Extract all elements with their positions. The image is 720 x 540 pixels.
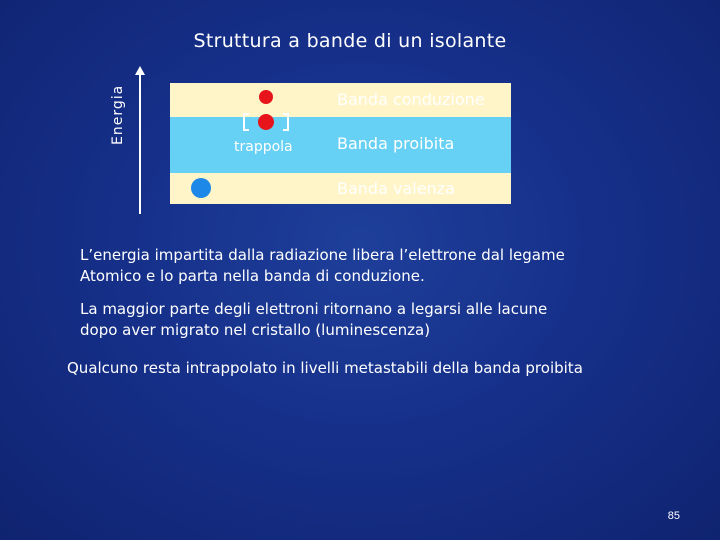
forbidden-band-label: Banda proibita — [337, 134, 455, 153]
paragraph-trapping: Qualcuno resta intrappolato in livelli metastabili della banda proibita — [67, 359, 583, 377]
trap-label: trappola — [234, 139, 293, 155]
slide-title: Struttura a bande di un isolante — [193, 30, 507, 52]
energy-axis-label: Energia — [110, 84, 126, 145]
valence-band-label: Banda valenza — [337, 179, 455, 198]
paragraph-recombination — [80, 299, 680, 341]
paragraph-line: Atomico e lo parta nella banda di conduzione. — [80, 267, 425, 285]
paragraph-ionization — [80, 245, 680, 287]
electron-conduction-icon — [259, 90, 273, 104]
conduction-band-label: Banda conduzione — [337, 90, 485, 109]
hole-icon — [190, 177, 212, 199]
energy-axis-arrow — [134, 66, 146, 216]
trapped-electron-icon — [258, 114, 274, 130]
electron-transition — [240, 88, 290, 138]
paragraph-line: L’energia impartita dalla radiazione libera l’elettrone dal legame — [80, 246, 565, 264]
page-number: 85 — [667, 510, 680, 522]
paragraph-line: La maggior parte degli elettroni ritornano a legarsi alle lacune — [80, 300, 548, 318]
paragraph-line: dopo aver migrato nel cristallo (luminescenza) — [80, 321, 431, 339]
